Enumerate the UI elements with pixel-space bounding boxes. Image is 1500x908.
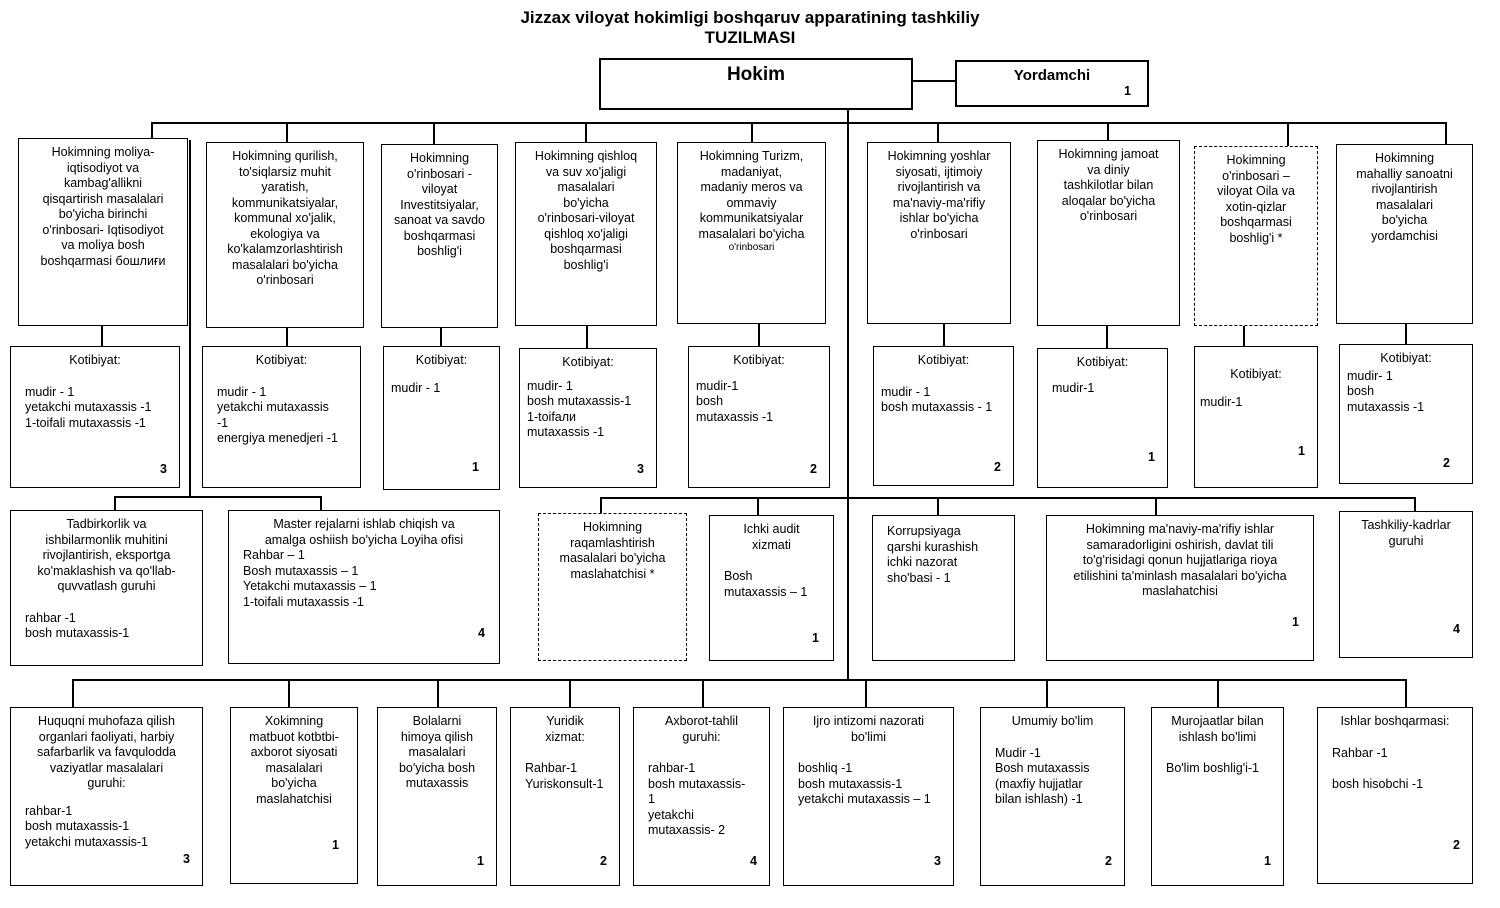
deputy-box — [867, 142, 1011, 324]
secretariat-box — [519, 348, 657, 488]
deputy-title: Hokimning qurilish, to'siqlarsiz muhit yaratish, kommunikatsiyalar, kommunal xo'jalik, ekologiya va ko'kalamzorlashtirish masalalari bo'yicha o'rinbosari — [227, 149, 343, 287]
yordamchi-label: Yordamchi — [1013, 67, 1091, 84]
department-staff: rahbar-1 bosh mutaxassis-1 yetakchi mutaxassis-1 — [25, 803, 148, 849]
secretariat-label: Kotibiyat: — [562, 355, 614, 369]
connector-line — [286, 122, 288, 142]
department-title: Huquqni muhofaza qilish organlari faoliyati, harbiy safarbarlik va favqulodda vaziyatlar masalalari guruhi: — [37, 714, 176, 790]
deputy-box — [206, 142, 364, 328]
connector-line — [1107, 122, 1109, 140]
deputy-box — [677, 142, 826, 324]
secretariat-count: 1 — [1148, 449, 1155, 464]
department-count: 1 — [1264, 853, 1271, 868]
department-title: Murojaatlar bilan ishlash bo'limi — [1171, 714, 1264, 744]
deputy-box — [1194, 146, 1318, 326]
connector-line — [114, 496, 322, 498]
secretariat-staff: mudir - 1 — [391, 380, 441, 395]
secretariat-staff: mudir - 1 yetakchi mutaxassis -1 energiya menedjeri -1 — [217, 384, 338, 445]
unit-box — [1046, 515, 1314, 661]
connector-line — [569, 679, 571, 707]
yordamchi-box — [955, 60, 1149, 107]
connector-line — [72, 679, 74, 707]
secretariat-staff: mudir-1 — [1200, 394, 1243, 409]
connector-line — [1217, 679, 1219, 707]
main-trunk-line — [847, 110, 849, 681]
secretariat-box — [10, 346, 180, 488]
deputy-title: Hokimning moliya- iqtisodiyot va kambag'allikni qisqartirish masalalari bo'yicha birinchi o'rinbosari- Iqtisodiyot va moliya bosh boshqarmasi бошлиғи — [40, 145, 166, 268]
unit-staff: Bosh mutaxassis – 1 — [724, 569, 808, 599]
connector-line — [320, 496, 322, 510]
department-staff: rahbar-1 bosh mutaxassis- 1 yetakchi mutaxassis- 2 — [648, 761, 746, 837]
unit-box — [872, 515, 1015, 661]
department-staff: Rahbar -1 bosh hisobchi -1 — [1332, 745, 1424, 791]
deputy-title: Hokimning mahalliy sanoatni rivojlantirish masalalari bo'yicha yordamchisi — [1356, 151, 1453, 243]
deputy-title: Hokimning qishloq va suv xo'jaligi masalalari bo'yicha o'rinbosari-viloyat qishloq xo'jaligi boshqarmasi boshlig'i — [534, 149, 638, 272]
unit-box — [1339, 511, 1473, 658]
department-box — [783, 707, 954, 886]
connector-line — [585, 122, 587, 142]
secretariat-count: 2 — [1443, 455, 1450, 470]
secretariat-staff: mudir- 1 bosh mutaxassis-1 1-toifали mutaxassis -1 — [527, 378, 632, 439]
secretariat-label: Kotibiyat: — [733, 353, 785, 367]
unit-box — [10, 510, 203, 666]
department-title: Umumiy bo'lim — [1011, 714, 1094, 728]
unit-staff: Rahbar – 1 Bosh mutaxassis – 1 Yetakchi mutaxassis – 1 1-toifali mutaxassis -1 — [243, 548, 377, 609]
unit-title: Tadbirkorlik va ishbilarmonlik muhitini rivojlantirish, eksportga ko'maklashish va qo'llab- quvvatlash guruhi — [37, 517, 176, 593]
unit-box — [709, 515, 834, 661]
department-title: Xokimning matbuot kotbtbi- axborot siyosati masalalari bo'yicha maslahatchisi — [249, 714, 339, 806]
secretariat-staff: mudir- 1 bosh mutaxassis -1 — [1347, 368, 1425, 414]
department-box — [10, 707, 203, 886]
department-count: 3 — [934, 853, 941, 868]
secretariat-label: Kotibiyat: — [255, 353, 308, 367]
connector-line — [189, 140, 191, 496]
connector-line — [943, 324, 945, 346]
secretariat-count: 3 — [160, 461, 167, 476]
deputy-box — [1336, 144, 1473, 324]
connector-line — [758, 324, 760, 346]
unit-title: Hokimning ma'naviy-ma'rifiy ishlar samaradorligini oshirish, davlat tili to'g'risidagi qonun hujjatlariga rioya etilishini ta'minlash masalalari bo'yicha maslahatchisi — [1073, 522, 1287, 598]
department-count: 1 — [477, 853, 484, 868]
secretariat-label: Kotibiyat: — [415, 353, 468, 367]
connector-line — [1106, 326, 1108, 348]
deputy-box — [381, 144, 498, 328]
connector-line — [101, 326, 103, 346]
secretariat-label: Kotibiyat: — [1230, 367, 1282, 381]
secretariat-staff: mudir-1 — [1052, 380, 1095, 395]
connector-line — [865, 679, 867, 707]
department-title: Ijro intizomi nazorati bo'limi — [812, 714, 925, 744]
deputy-title: Hokimning jamoat va diniy tashkilotlar bilan aloqalar bo'yicha o'rinbosari — [1058, 147, 1159, 223]
unit-count: 4 — [1453, 621, 1460, 636]
connector-line — [702, 679, 704, 707]
unit-title: Hokimning raqamlashtirish masalalari bo'yicha maslahatchisi * — [559, 520, 666, 581]
connector-line — [433, 122, 435, 144]
bottom-bus-line — [72, 679, 1407, 681]
yordamchi-count: 1 — [1124, 83, 1131, 98]
deputy-title: Hokimning Turizm, madaniyat, madaniy meros va ommaviy kommunikatsiyalar masalalari bo'yicha — [698, 149, 805, 241]
connector-line — [600, 497, 602, 513]
department-count: 2 — [1453, 837, 1460, 852]
connector-line — [1414, 497, 1416, 511]
department-box — [377, 707, 497, 886]
department-box — [1151, 707, 1284, 886]
deputy-title: Hokimning o'rinbosari – viloyat Oila va xotin-qizlar boshqarmasi boshlig'i * — [1217, 153, 1295, 245]
secretariat-count: 3 — [637, 461, 644, 476]
department-count: 3 — [183, 851, 190, 866]
secretariat-box — [202, 346, 361, 488]
secretariat-label: Kotibiyat: — [917, 353, 970, 367]
secretariat-count: 1 — [472, 459, 479, 474]
connector-line — [151, 122, 153, 138]
connector-line — [288, 679, 290, 707]
connector-line — [937, 122, 939, 142]
connector-line — [1046, 679, 1048, 707]
department-box — [230, 707, 358, 884]
chart-title: Jizzax viloyat hokimligi boshqaruv apparatining tashkiliy — [520, 8, 980, 27]
unit-count: 4 — [478, 625, 485, 640]
department-count: 4 — [750, 853, 757, 868]
department-box — [510, 707, 620, 886]
secretariat-staff: mudir-1 bosh mutaxassis -1 — [696, 378, 774, 424]
unit-box — [538, 513, 687, 661]
department-box — [633, 707, 770, 886]
department-title: Ishlar boshqarmasi: — [1340, 714, 1450, 728]
connector-line — [1405, 324, 1407, 344]
department-count: 2 — [600, 853, 607, 868]
secretariat-box — [383, 346, 500, 490]
deputy-subtitle: o'rinbosari — [728, 242, 775, 253]
department-staff: Bo'lim boshlig'i-1 — [1166, 761, 1260, 775]
unit-title: Korrupsiyaga qarshi kurashish ichki nazorat sho'basi - 1 — [887, 524, 979, 585]
secretariat-count: 2 — [994, 459, 1001, 474]
connector-line — [937, 497, 939, 515]
chart-subtitle: TUZILMASI — [704, 28, 796, 47]
secretariat-label: Kotibiyat: — [1076, 355, 1129, 369]
secretariat-count: 1 — [1298, 443, 1305, 458]
secretariat-staff: mudir - 1 yetakchi mutaxassis -1 1-toifali mutaxassis -1 — [25, 384, 152, 430]
unit-title: Ichki audit xizmati — [743, 522, 800, 552]
deputies-bus-line — [151, 122, 1447, 124]
deputy-title: Hokimning yoshlar siyosati, ijtimoiy rivojlantirish va ma'naviy-ma'rifiy ishlar bo'yicha o'rinbosari — [887, 149, 991, 241]
department-box — [980, 707, 1125, 886]
department-staff: Mudir -1 Bosh mutaxassis (maxfiy hujjatlar bilan ishlash) -1 — [995, 745, 1090, 806]
hokim-yordamchi-line — [912, 80, 957, 82]
secretariat-box — [873, 346, 1014, 486]
secretariat-label: Kotibiyat: — [1380, 351, 1432, 365]
deputy-box — [1037, 140, 1180, 326]
connector-line — [1155, 497, 1157, 515]
unit-staff: rahbar -1 bosh mutaxassis-1 — [25, 610, 130, 640]
hokim-label: Hokim — [726, 64, 786, 85]
connector-line — [1445, 122, 1447, 144]
deputy-box — [18, 138, 188, 326]
unit-count: 1 — [812, 630, 819, 645]
connector-line — [286, 328, 288, 346]
connector-line — [1243, 326, 1245, 346]
secretariat-box — [1339, 344, 1473, 484]
deputy-title: Hokimning o'rinbosari - viloyat Investitsiyalar, sanoat va savdo boshqarmasi boshlig'i — [393, 151, 486, 258]
unit-count: 1 — [1292, 614, 1299, 629]
secretariat-staff: mudir - 1 bosh mutaxassis - 1 — [881, 384, 993, 414]
deputy-box — [515, 142, 657, 326]
department-count: 1 — [332, 837, 339, 852]
department-staff: boshliq -1 bosh mutaxassis-1 yetakchi mutaxassis – 1 — [798, 761, 931, 806]
department-title: Yuridik xizmat: — [545, 714, 585, 744]
connector-line — [114, 496, 116, 510]
connector-line — [437, 679, 439, 707]
secretariat-count: 2 — [810, 461, 817, 476]
middle-bus-line — [600, 497, 1416, 499]
connector-line — [1287, 122, 1289, 146]
connector-line — [1405, 679, 1407, 707]
connector-line — [586, 326, 588, 348]
secretariat-box — [1037, 348, 1168, 488]
connector-line — [757, 497, 759, 515]
connector-line — [751, 122, 753, 142]
secretariat-box — [1194, 346, 1318, 488]
secretariat-box — [688, 346, 830, 488]
connector-line — [440, 328, 442, 346]
department-title: Bolalarni himoya qilish masalalari bo'yicha bosh mutaxassis — [398, 714, 476, 790]
unit-box — [228, 510, 500, 664]
department-box — [1317, 707, 1473, 884]
department-count: 2 — [1105, 853, 1112, 868]
unit-title: Master rejalarni ishlab chiqish va amalga oshiish bo'yicha Loyiha ofisi — [264, 517, 464, 547]
unit-title: Tashkiliy-kadrlar guruhi — [1361, 518, 1451, 548]
department-staff: Rahbar-1 Yuriskonsult-1 — [525, 761, 604, 791]
secretariat-label: Kotibiyat: — [69, 353, 121, 367]
department-title: Axborot-tahlil guruhi: — [665, 714, 738, 744]
hokim-box — [599, 58, 913, 110]
